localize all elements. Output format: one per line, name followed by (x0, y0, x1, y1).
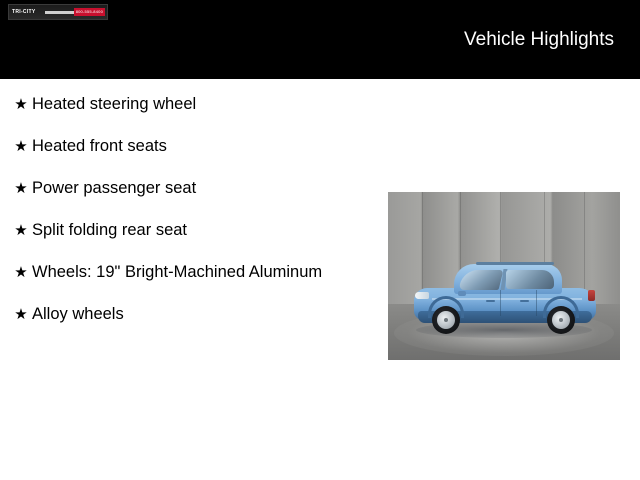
list-item-label: Heated front seats (32, 137, 167, 155)
page-title: Vehicle Highlights (464, 29, 614, 50)
list-item (0, 261, 370, 284)
star-icon: ★ (14, 180, 28, 197)
header-bar (0, 0, 640, 79)
wheel-rear (547, 306, 575, 334)
vehicle-illustration (414, 254, 596, 334)
list-item (0, 177, 370, 200)
vehicle-photo (388, 192, 620, 360)
star-icon: ★ (14, 222, 28, 239)
star-icon: ★ (14, 264, 28, 281)
list-item-label: Power passenger seat (32, 179, 197, 197)
list-item (0, 303, 370, 326)
dealer-logo[interactable] (8, 4, 108, 20)
content-area (0, 79, 640, 480)
list-item-label: Alloy wheels (32, 305, 124, 323)
star-icon: ★ (14, 138, 28, 155)
list-item (0, 93, 370, 116)
list-item-label: Split folding rear seat (32, 221, 188, 239)
wheel-front (432, 306, 460, 334)
list-item-label: Heated steering wheel (32, 95, 197, 113)
list-item-label: Wheels: 19" Bright-Machined Aluminum (32, 263, 323, 281)
star-icon: ★ (14, 96, 28, 113)
logo-phone-badge: 800-555-8400 (75, 9, 103, 14)
list-item (0, 135, 370, 158)
star-icon: ★ (14, 306, 28, 323)
dealer-logo-text: TRI-CITY (12, 9, 36, 15)
list-item (0, 219, 370, 242)
highlights-list (0, 93, 370, 345)
